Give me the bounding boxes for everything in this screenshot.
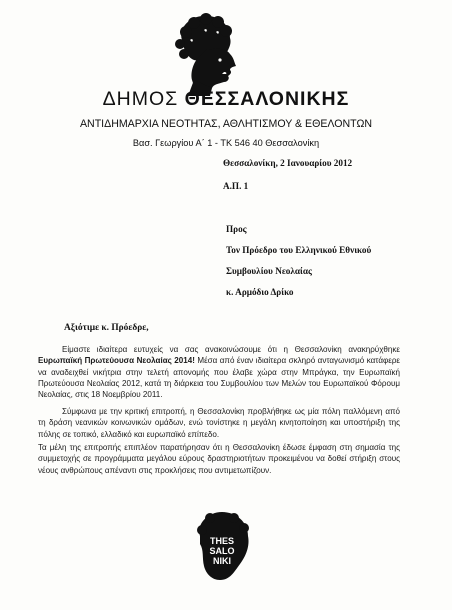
recipient-line-2: Συμβουλίου Νεολαίας <box>226 266 312 276</box>
seal-line-2: SALO <box>209 546 235 556</box>
recipient-to-label: Προς <box>226 224 247 234</box>
deputy-office: ΑΝΤΙΔΗΜΑΡΧΙΑ ΝΕΟΤΗΤΑΣ, ΑΘΛΗΤΙΣΜΟΥ & ΕΘΕΛΟΝΤΩΝ <box>79 118 373 130</box>
paragraph-1-text-c: Μέσα από έναν ιδιαίτερα σκληρό ανταγωνισμό κατάφερε να αναδειχθεί νικήτρια στην τελετή απονομής που έλαβε χώρα στην Μπράγκα, την Ευρωπαϊκή Πρωτεύουσα Νεολαίας 2012, κατά τη διάρκεια του Συμβουλίου των Μελών του Ευρωπαϊκού Φόρουμ Νεολαίας, στις 18 Νοεμβρίου 2011. <box>38 356 400 400</box>
seal-line-1: THES <box>209 536 235 546</box>
office-address: Βασ. Γεωργίου Α΄ 1 - ΤΚ 546 40 Θεσσαλονίκη <box>132 138 320 148</box>
municipality-title <box>0 88 452 111</box>
thessaloniki-seal <box>190 510 254 582</box>
municipality-logo <box>168 10 242 96</box>
letter-date: Θεσσαλονίκη, 2 Ιανουαρίου 2012 <box>223 158 353 168</box>
paragraph-1-highlight: Ευρωπαϊκή Πρωτεύουσα Νεολαίας 2014! <box>38 356 195 366</box>
paragraph-committee-notes: Τα μέλη της επιτροπής επιπλέον παρατήρησαν ότι η Θεσσαλονίκη έδωσε έμφαση στη σημασία της συμμετοχής σε προγράμματα μεγάλου εύρους δραστηριοτήτων προκειμένου να δοθεί στήριξη στους νέους ανθρώπους απέναντι στις προκλήσεις που αντιμετωπίζουν. <box>38 443 400 475</box>
municipality-name: ΘΕΣΣΑΛΟΝΙΚΗΣ <box>184 88 350 110</box>
paragraph-committee: Σύμφωνα με την κριτική επιτροπή, η Θεσσαλονίκη προβλήθηκε ως μία πόλη παλλόμενη από τη δράση νεανικών κοινωνικών ομάδων, ενώ τονίστηκε η μεγάλη κινητοποίηση και υποστήριξη της πόλης σε τοπικό, ελλαδικό και ευρωπαϊκό επίπεδο. <box>38 407 400 439</box>
seal-line-3: NIKI <box>213 556 231 566</box>
salutation: Αξιότιμε κ. Πρόεδρε, <box>64 323 149 333</box>
paragraph-1-text-a: Είμαστε ιδιαίτερα ευτυχείς να σας ανακοινώσουμε ότι η Θεσσαλονίκη ανακηρύχθηκε <box>62 345 400 354</box>
paragraph-announcement <box>38 344 400 400</box>
recipient-line-3: κ. Αρμόδιο Δρίκο <box>226 287 294 297</box>
recipient-line-1: Τον Πρόεδρο του Ελληνικού Εθνικού <box>226 245 372 255</box>
municipality-prefix: ΔΗΜΟΣ <box>102 88 179 110</box>
protocol-number: Α.Π. 1 <box>223 181 249 191</box>
